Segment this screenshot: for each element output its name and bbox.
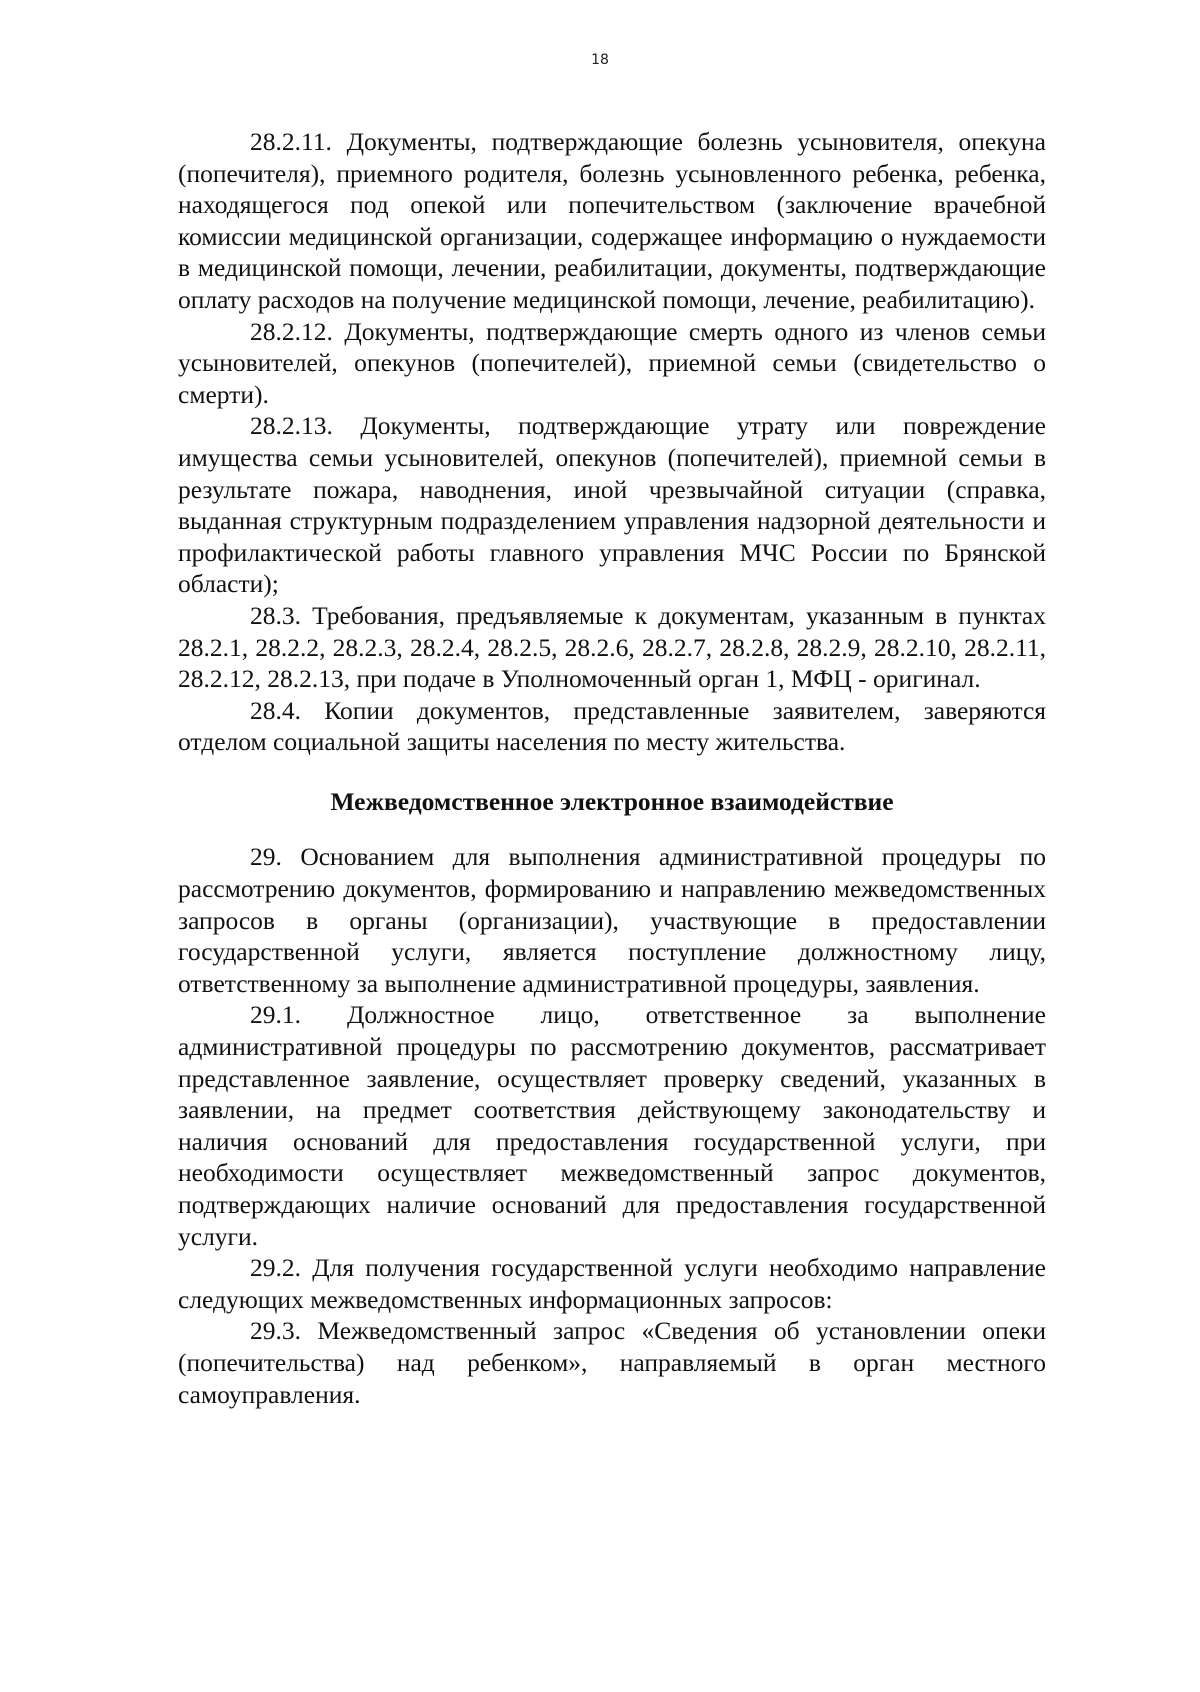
paragraph-28-4: 28.4. Копии документов, представленные заявителем, заверяются отделом социальной защиты населения по месту жительства. bbox=[178, 695, 1046, 757]
paragraph-28-2-12: 28.2.12. Документы, подтверждающие смерть одного из членов семьи усыновителей, опекунов (попечителей), приемной семьи (свидетельство о смерти). bbox=[178, 316, 1046, 409]
paragraph-29: 29. Основанием для выполнения административной процедуры по рассмотрению документов, формированию и направлению межведомственных запросов в органы (организации), участвующие в предоставлении государственной услуги, является поступление должностному лицу, ответственному за выполнение административной процедуры, заявления. bbox=[178, 842, 1046, 998]
section-heading: Межведомственное электронное взаимодействие bbox=[330, 786, 894, 816]
paragraph-29-3: 29.3. Межведомственный запрос «Сведения об установлении опеки (попечительства) над ребенком», направляемый в орган местного самоуправления. bbox=[178, 1316, 1046, 1409]
page-number: 18 bbox=[591, 52, 609, 68]
paragraph-29-2: 29.2. Для получения государственной услуги необходимо направление следующих межведомственных информационных запросов: bbox=[178, 1253, 1046, 1314]
paragraph-28-2-13: 28.2.13. Документы, подтверждающие утрату или повреждение имущества семьи усыновителей, опекунов (попечителей), приемной семьи в результате пожара, наводнения, иной чрезвычайной ситуации (справка, выданная структурным подразделением управления надзорной деятельности и профилактической работы главного управления МЧС России по Брянской области); bbox=[178, 411, 1046, 599]
paragraph-28-2-11: 28.2.11. Документы, подтверждающие болезнь усыновителя, опекуна (попечителя), приемного родителя, болезнь усыновленного ребенка, ребенка, находящегося под опекой или попечительством (заключение врачебной комиссии медицинской организации, содержащее информацию о нуждаемости в медицинской помощи, лечении, реабилитации, документы, подтверждающие оплату расходов на получение медицинской помощи, лечение, реабилитацию). bbox=[178, 127, 1046, 314]
document-body bbox=[178, 126, 1046, 1410]
paragraph-28-3: 28.3. Требования, предъявляемые к документам, указанным в пунктах 28.2.1, 28.2.2, 28.2.3, 28.2.4, 28.2.5, 28.2.6, 28.2.7, 28.2.8, 28.2.9, 28.2.10, 28.2.11, 28.2.12, 28.2.13, при подаче в Уполномоченный орган 1, МФЦ - оригинал. bbox=[178, 600, 1046, 694]
paragraph-29-1: 29.1. Должностное лицо, ответственное за выполнение административной процедуры по рассмотрению документов, рассматривает представленное заявление, осуществляет проверку сведений, указанных в заявлении, на предмет соответствия действующему законодательству и наличия оснований для предоставления государственной услуги, при необходимости осуществляет межведомственный запрос документов, подтверждающих наличие оснований для предоставления государственной услуги. bbox=[178, 1000, 1046, 1251]
